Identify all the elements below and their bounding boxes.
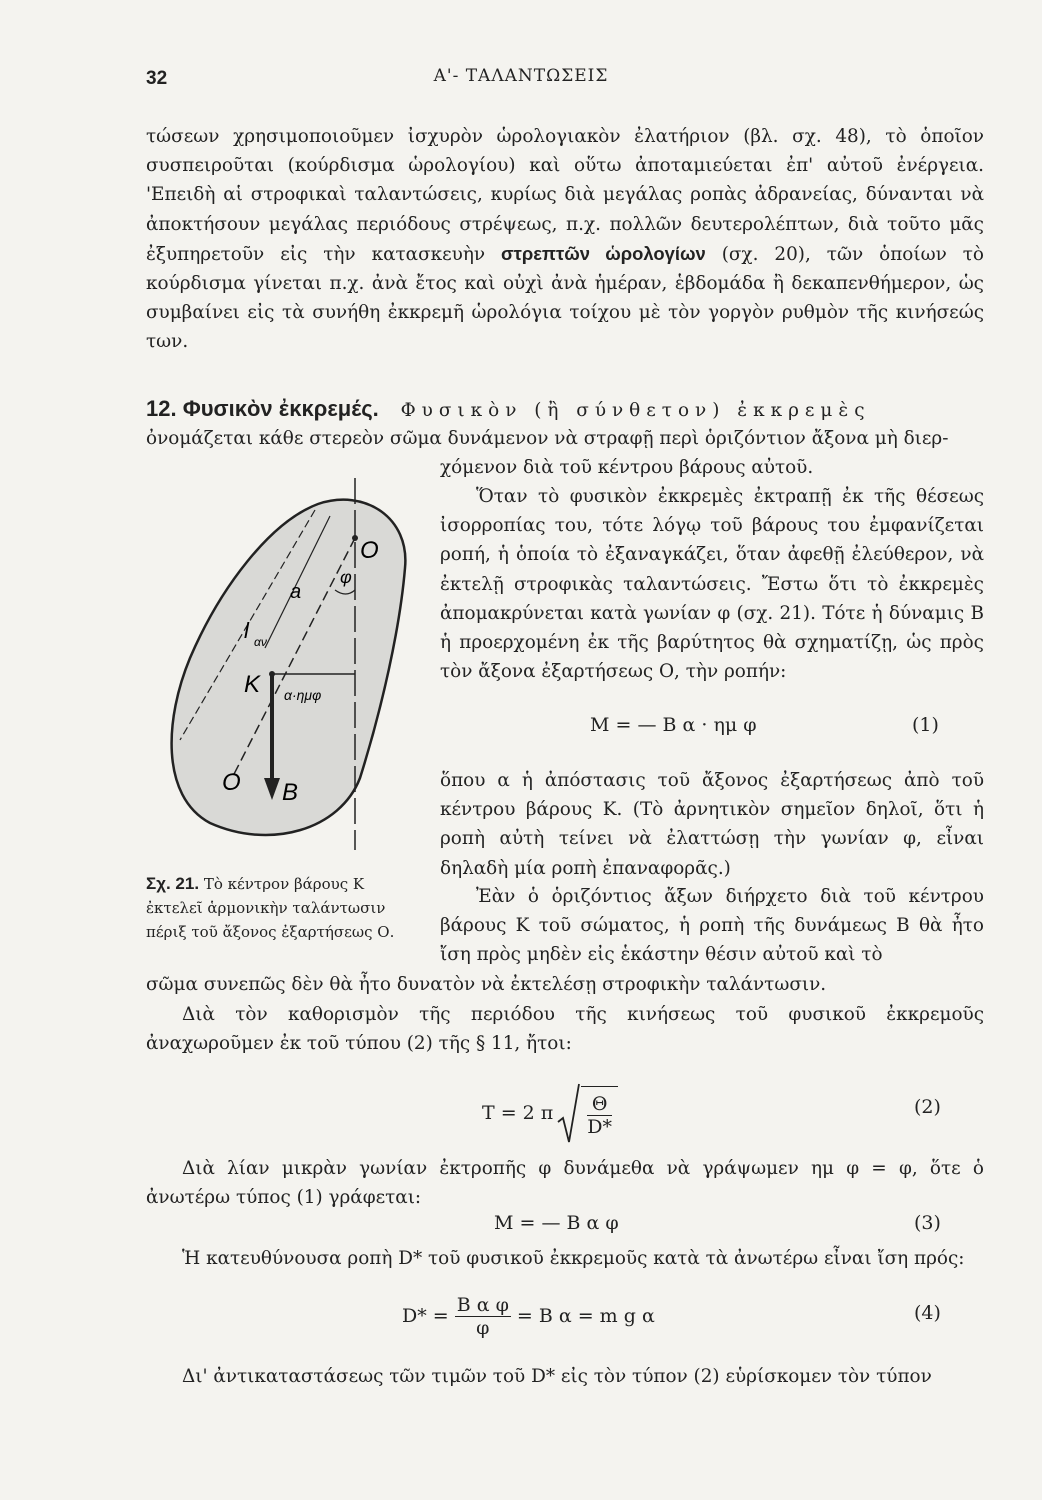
intro-paragraph	[146, 122, 984, 357]
col-text-3: Ἐὰν ὁ ὁριζόντιος ἄξων διήρχετο διὰ τοῦ κέντρου βάρους Κ τοῦ σώματος, ἡ ροπὴ τῆς δυνάμεως Β θὰ ἦτο ἴση πρὸς μηδὲν εἰς ἑκάστην θέσιν αὐτοῦ καὶ τὸ	[440, 886, 984, 966]
label-k: K	[244, 671, 261, 698]
figure-caption	[146, 872, 424, 944]
section-line-3: χόμενον διὰ τοῦ κέντρου βάρους αὐτοῦ.	[440, 457, 814, 478]
eq4-frac-den: φ	[476, 1316, 490, 1339]
right-column-text-3	[440, 882, 984, 970]
pivot-point	[352, 535, 358, 541]
intro-bold-term: στρεπτῶν ὡρολογίων	[501, 242, 706, 264]
eq4-right: = Β α = m g α	[516, 1305, 655, 1327]
caption-text: Τὸ κέντρον βάρους Κ ἐκτελεῖ ἁρμονικὴν ταλάντωσιν πέριξ τοῦ ἄξονος ἐξαρτήσεως Ο.	[146, 875, 395, 941]
center-of-mass-point	[269, 671, 275, 677]
eq4-left: D* =	[402, 1305, 449, 1327]
running-header: Α'- ΤΑΛΑΝΤΩΣΕΙΣ	[433, 66, 609, 86]
label-phi: φ	[340, 567, 352, 587]
period-intro-text: Διὰ τὸν καθορισμὸν τῆς περιόδου τῆς κινήσεως τοῦ φυσικοῦ ἐκκρεμοῦς ἀναχωροῦμεν ἐκ τοῦ τύπου (2) τῆς § 11, ἤτοι:	[146, 1004, 984, 1055]
eq2-denominator: D*	[587, 1116, 613, 1138]
section-heading: 12. Φυσικὸν ἐκκρεμές.	[146, 396, 379, 421]
right-column-text-2	[440, 766, 984, 883]
section-heading-line	[146, 394, 984, 425]
directing-text: Ἡ κατευθύνουσα ροπὴ D* τοῦ φυσικοῦ ἐκκρεμοῦς κατὰ τὰ ἀνωτέρω εἶναι ἴση πρός:	[182, 1248, 965, 1269]
sqrt-content	[581, 1086, 618, 1138]
intro-text-2: (σχ. 20), τῶν ὁποίων τὸ κούρδισμα γίνεται π.χ. ἀνὰ ἔτος καὶ οὐχὶ ἀνὰ ἡμέραν, ἑβδομάδα ἢ δεκαπενθήμερον, ὡς συμβαίνει εἰς τὰ συνήθη ἐκκρεμῆ ὡρολόγια τοίχου μὲ τὸν γοργὸν ρυθμὸν τῆς κινήσεώς των.	[146, 243, 984, 353]
directing-moment-paragraph	[146, 1244, 984, 1273]
equation-2-number: (2)	[914, 1096, 941, 1118]
eq2-numerator: Θ	[587, 1093, 612, 1116]
full-width-continuation: σῶμα συνεπῶς δὲν θὰ ἦτο δυνατὸν νὰ ἐκτελέσῃ στροφικὴν ταλάντωσιν.	[146, 974, 827, 995]
equation-3-number: (3)	[914, 1212, 941, 1234]
last-text: Δι' ἀντικαταστάσεως τῶν τιμῶν τοῦ D* εἰς τὸν τύπον (2) εὑρίσκομεν τὸν τύπον	[182, 1366, 932, 1387]
period-intro-paragraph	[146, 1000, 984, 1058]
section-line-2: ὀνομάζεται κάθε στερεὸν σῶμα δυνάμενον νὰ στραφῇ περὶ ὁριζόντιον ἄξονα μὴ διερ-	[146, 428, 949, 449]
eq2-left: T = 2 π	[482, 1102, 554, 1124]
col-text-1: Ὅταν τὸ φυσικὸν ἐκκρεμὲς ἐκτραπῇ ἐκ τῆς θέσεως ἰσορροπίας του, τότε λόγῳ τοῦ βάρους του ἐμφανίζεται ροπή, ἡ ὁποία τὸ ἐξαναγκάζει, ὅταν ἀφεθῇ ἐλεύθερον, νὰ ἐκτελῇ στροφικὰς ταλαντώσεις. Ἔστω ὅτι τὸ ἐκκρεμὲς ἀπομακρύνεται κατὰ γωνίαν φ (σχ. 21). Τότε ἡ δύναμις Β ἡ προερχομένη ἐκ τῆς βαρύτητος θὰ σχηματίζῃ, ὡς πρὸς τὸν ἄξονα ἐξαρτήσεως Ο, τὴν ροπήν:	[440, 486, 984, 683]
eq4-frac-num: Β α φ	[456, 1293, 509, 1316]
equation-1: Μ = — Β α · ημ φ	[590, 714, 757, 736]
eq4-fraction	[455, 1294, 511, 1339]
label-a: a	[290, 581, 302, 603]
label-o-top: O	[360, 537, 379, 564]
small-angle-paragraph	[146, 1154, 984, 1212]
equation-4	[402, 1286, 655, 1346]
equation-4-number: (4)	[914, 1302, 941, 1324]
page-number: 32	[146, 68, 168, 89]
label-a-hmf: α·ημφ	[284, 687, 322, 703]
equation-1-number: (1)	[912, 714, 939, 736]
label-b: B	[282, 779, 299, 806]
equation-2	[482, 1080, 618, 1146]
label-l: l	[244, 618, 249, 643]
right-column-text-1	[440, 482, 984, 686]
last-paragraph	[146, 1362, 984, 1391]
sqrt-sign	[557, 1082, 581, 1144]
pendulum-figure	[150, 478, 425, 866]
col-text-2: ὅπου α ἡ ἀπόστασις τοῦ ἄξονος ἐξαρτήσεως ἀπὸ τοῦ κέντρου βάρους Κ. (Τὸ ἀρνητικὸν σημεῖον δηλοῖ, ὅτι ἡ ροπὴ αὐτὴ τείνει νὰ ἐλαττώσῃ τὴν γωνίαν φ, εἶναι δηλαδὴ μία ροπὴ ἐπαναφορᾶς.)	[440, 770, 984, 879]
label-o-bottom: O	[222, 769, 241, 796]
caption-label: Σχ. 21.	[146, 874, 200, 893]
small-angle-text: Διὰ λίαν μικρὰν γωνίαν ἐκτροπῆς φ δυνάμεθα νὰ γράψωμεν ημ φ = φ, ὅτε ὁ ἀνωτέρω τύπος (1) γράφεται:	[146, 1158, 984, 1209]
equation-3: Μ = — Β α φ	[494, 1212, 619, 1234]
section-spaced-term: Φυσικὸν (ἢ σύνθετον) ἐκκρεμὲς	[400, 400, 871, 421]
label-l-sub: αν	[254, 635, 267, 649]
intro-text-1: τώσεων χρησιμοποιοῦμεν ἰσχυρὸν ὡρολογιακὸν ἐλατήριον (βλ. σχ. 48), τὸ ὁποῖον συσπειροῦται (κούρδισμα ὡρολογίου) καὶ οὕτω ἀποταμιεύεται ἐπ' αὐτοῦ ἐνέργεια. 'Επειδὴ αἱ στροφικαὶ ταλαντώσεις, κυρίως διὰ μεγάλας ροπὰς ἀδρανείας, δύνανται νὰ ἀποκτήσουν μεγάλας περιόδους στρέψεως, π.χ. πολλῶν δευτερολέπτων, διὰ τοῦτο μᾶς ἐξυπηρετοῦν εἰς τὴν κατασκευὴν	[146, 126, 984, 265]
